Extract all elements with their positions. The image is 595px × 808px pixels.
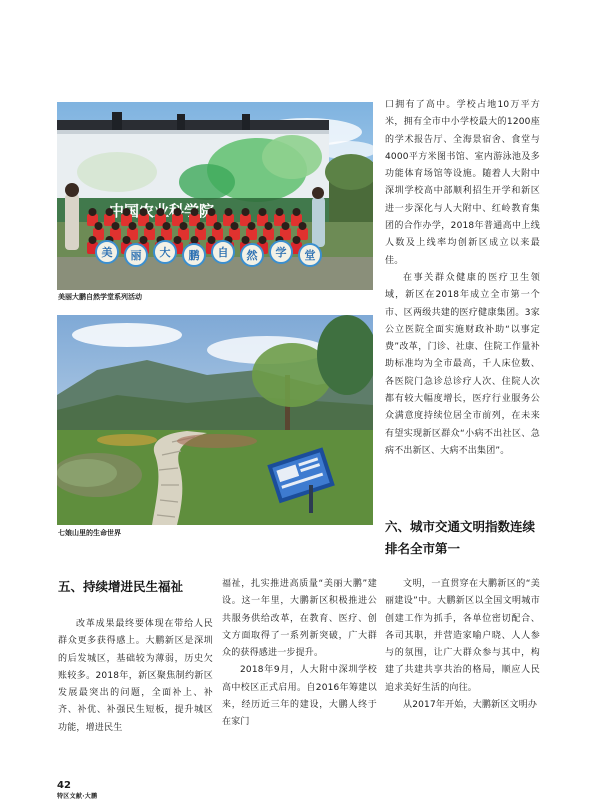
sign-board (96, 241, 118, 263)
sign-board (154, 241, 176, 263)
paragraph: 文明，一直贯穿在大鹏新区的“美丽建设”中。大鹏新区以全国文明城市创建工作为抓手，各单位密切配合、各司其职，并营造家喻户晓、人人参与的氛围，让广大群众参与其中，构建了共建共享共治的格局，顺应人民追求美好生活的向往。 (385, 579, 540, 693)
child-head (146, 222, 154, 230)
sign-board (241, 244, 263, 266)
child-head (208, 236, 216, 244)
paragraph: 福祉，扎实推进高质量“美丽大鹏”建设。这一年里，大鹏新区积极推进公共服务供给改革，在教育、医疗、创文方面取得了一系列新突破，广大群众的获得感进一步提升。 (222, 579, 377, 659)
child-head (191, 236, 199, 244)
child-head (89, 236, 97, 244)
child-head (208, 208, 216, 216)
child-head (180, 222, 188, 230)
child-head (129, 222, 137, 230)
section-heading-6: 六、城市交通文明指数连续排名全市第一 (385, 519, 536, 556)
child-head (140, 208, 148, 216)
paragraph: 改革成果最终要体现在带给人民群众更多获得感上。大鹏新区是深圳的后发城区，基础较为薄弱，历史欠账较多。2018年，新区聚焦制约新区发展最突出的问题，全面补上、补齐、补优、补强民生短板，提升城区功能，增进民生 (58, 619, 213, 733)
body-column-2 (222, 576, 377, 732)
child-head (231, 222, 239, 230)
child-head (282, 222, 290, 230)
child-head (157, 208, 165, 216)
child-head (265, 222, 273, 230)
child-head (197, 222, 205, 230)
child-head (140, 236, 148, 244)
paragraph: 2018年9月，人大附中深圳学校高中校区正式启用。自2016年筹建以来，经历近三年的建设，大鹏人终于在家门 (222, 665, 377, 728)
sign-character: 美 (101, 246, 113, 259)
child-head (191, 208, 199, 216)
sign-board (299, 244, 321, 266)
sign-board (212, 241, 234, 263)
body-column-3 (385, 576, 540, 714)
child-head (89, 208, 97, 216)
child-head (259, 208, 267, 216)
sign-character: 堂 (304, 249, 316, 262)
sign-character: 大 (159, 246, 171, 259)
child-head (259, 236, 267, 244)
child-head (163, 222, 171, 230)
sign-board (270, 241, 292, 263)
child-head (242, 208, 250, 216)
child-head (248, 222, 256, 230)
sign-board (183, 244, 205, 266)
child-head (299, 222, 307, 230)
child-head (123, 236, 131, 244)
child-head (174, 208, 182, 216)
sign-character: 学 (275, 246, 287, 259)
magazine-name: 特区文献·大鹏 (57, 793, 98, 800)
paragraph: 在事关群众健康的医疗卫生领域，新区在2018年成立全市第一个市、区两级共建的医疗健康集团。3家公立医院全面实施财政补助“以事定费”改革，门诊、社康、住院工作量补助标准均为全市最高，千人床位数、各医院门急诊总诊疗人次、住院人次都有较大幅度增长，医疗行业服务公众满意度持续位居全市前列，在未来有望实现新区群众“小病不出社区、急病不出新区、大病不出集团”。 (385, 272, 540, 456)
photo2-caption: 七娘山里的生命世界 (58, 529, 121, 537)
paragraph: 口拥有了高中。学校占地10万平方米，拥有全市中小学校最大的1200座的学术报告厅、全海景宿舍、食堂与4000平方米图书馆、室内游泳池及多功能体育场馆等设施。随着人大附中深圳学校高中部顺利招生开学和新区进一步深化与人大附中、红岭教育集团的合作办学，2018年普通高中上线人数及上线率均创新区成立以来最佳。 (385, 100, 540, 266)
child-head (106, 208, 114, 216)
sign-character: 自 (217, 246, 229, 259)
page-number: 42 (57, 780, 71, 791)
sign-character: 鹏 (188, 249, 200, 262)
photo-qiniang-mountain (57, 315, 373, 525)
child-head (293, 236, 301, 244)
right-column-top (385, 97, 540, 460)
photo-nature-school-activity (57, 102, 373, 290)
photo1-caption: 美丽大鹏自然学堂系列活动 (58, 293, 142, 301)
child-head (95, 222, 103, 230)
sign-board (125, 244, 147, 266)
child-head (174, 236, 182, 244)
child-head (214, 222, 222, 230)
sign-character: 丽 (130, 249, 142, 262)
child-head (242, 236, 250, 244)
child-head (293, 208, 301, 216)
paragraph: 从2017年开始，大鹏新区文明办 (403, 700, 538, 711)
child-head (123, 208, 131, 216)
section-heading-5: 五、持续增进民生福祉 (58, 579, 184, 594)
child-head (276, 208, 284, 216)
child-head (112, 222, 120, 230)
sign-character: 然 (246, 249, 258, 262)
child-head (225, 208, 233, 216)
body-column-1 (58, 616, 213, 737)
